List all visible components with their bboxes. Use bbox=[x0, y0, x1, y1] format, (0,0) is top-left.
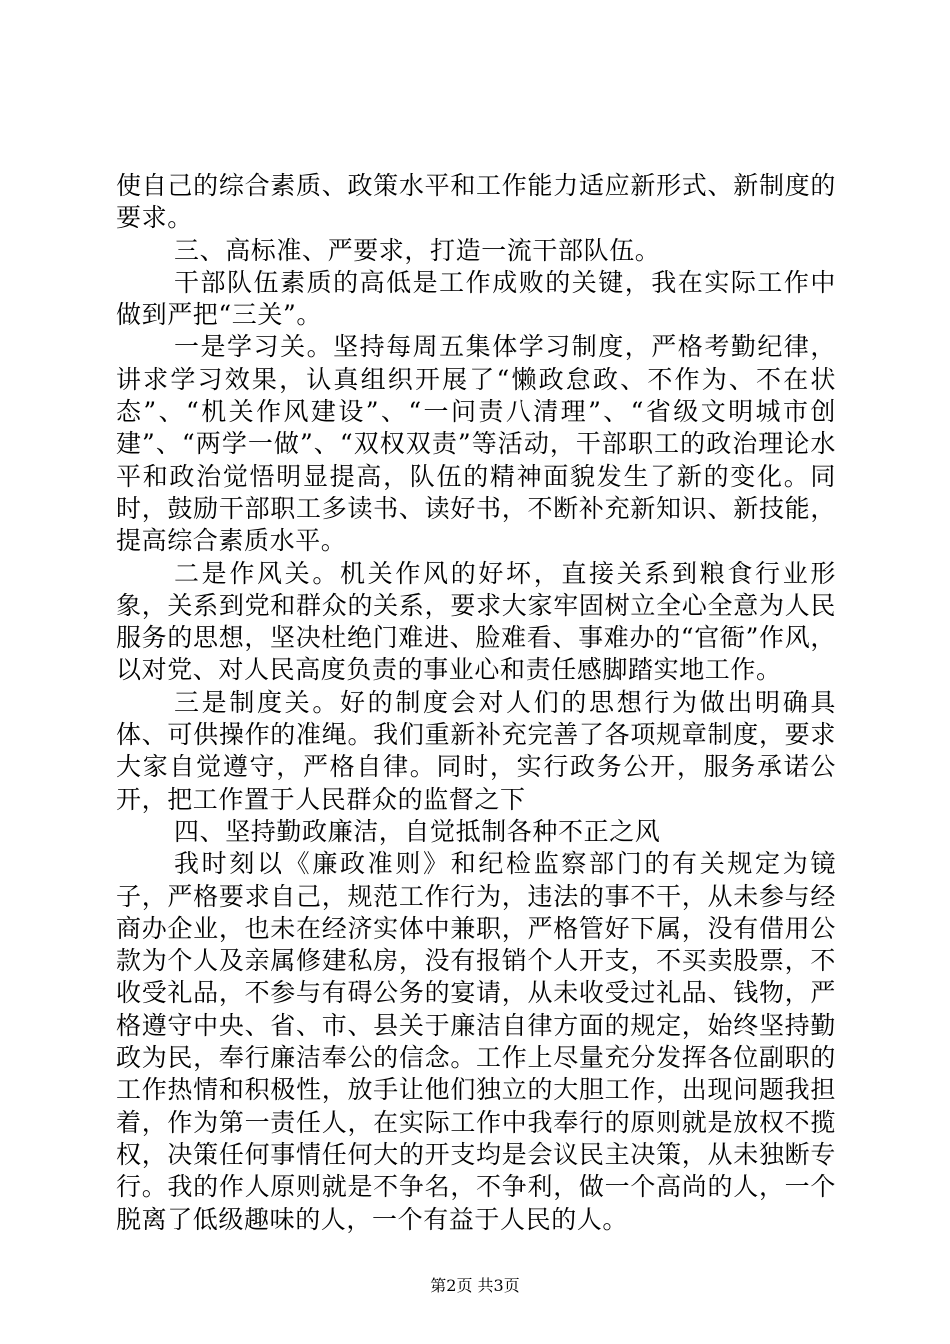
page-number-footer: 第2页 共3页 bbox=[430, 1276, 520, 1295]
paragraph-system: 三是制度关。好的制度会对人们的思想行为做出明确具体、可供操作的准绳。我们重新补充完善了各项规章制度，要求大家自觉遵守，严格自律。同时，实行政务公开，服务承诺公开，把工作置于人民群众的监督之下 bbox=[116, 687, 836, 814]
paragraph-integrity: 我时刻以《廉政准则》和纪检监察部门的有关规定为镜子，严格要求自己，规范工作行为，违法的事不干，从未参与经商办企业，也未在经济实体中兼职，严格管好下属，没有借用公款为个人及亲属修建私房，没有报销个人开支，不买卖股票，不收受礼品，不参与有碍公务的宴请，从未收受过礼品、钱物，严格遵守中央、省、市、县关于廉洁自律方面的规定，始终坚持勤政为民，奉行廉洁奉公的信念。工作上尽量充分发挥各位副职的工作热情和积极性，放手让他们独立的大胆工作，出现问题我担着，作为第一责任人，在实际工作中我奉行的原则就是放权不揽权，决策任何事情任何大的开支均是会议民主决策，从未独断专行。我的作人原则就是不争名，不争利，做一个高尚的人，一个脱离了低级趣味的人，一个有益于人民的人。 bbox=[116, 849, 836, 1234]
paragraph-continuation: 使自己的综合素质、政策水平和工作能力适应新形式、新制度的要求。 bbox=[116, 171, 836, 233]
paragraph-intro: 干部队伍素质的高低是工作成败的关键，我在实际工作中做到严把“三关”。 bbox=[116, 267, 836, 330]
paragraph-style: 二是作风关。机关作风的好坏，直接关系到粮食行业形象，关系到党和群众的关系，要求大家牢固树立全心全意为人民服务的思想，坚决杜绝门难进、脸难看、事难办的“官衙”作风，以对党、对人民高度负责的事业心和责任感脚踏实地工作。 bbox=[116, 558, 836, 685]
section-heading-4: 四、坚持勤政廉洁，自觉抵制各种不正之风 bbox=[174, 816, 661, 846]
section-heading-3: 三、高标准、严要求，打造一流干部队伍。 bbox=[174, 235, 661, 265]
paragraph-study: 一是学习关。坚持每周五集体学习制度，严格考勤纪律，讲求学习效果，认真组织开展了“懒政怠政、不作为、不在状态”、“机关作风建设”、“一问责八清理”、“省级文明城市创建”、“两学一做”、“双权双责”等活动，干部职工的政治理论水平和政治觉悟明显提高，队伍的精神面貌发生了新的变化。同时，鼓励干部职工多读书、读好书，不断补充新知识、新技能，提高综合素质水平。 bbox=[116, 332, 836, 556]
document-body bbox=[116, 170, 836, 1236]
